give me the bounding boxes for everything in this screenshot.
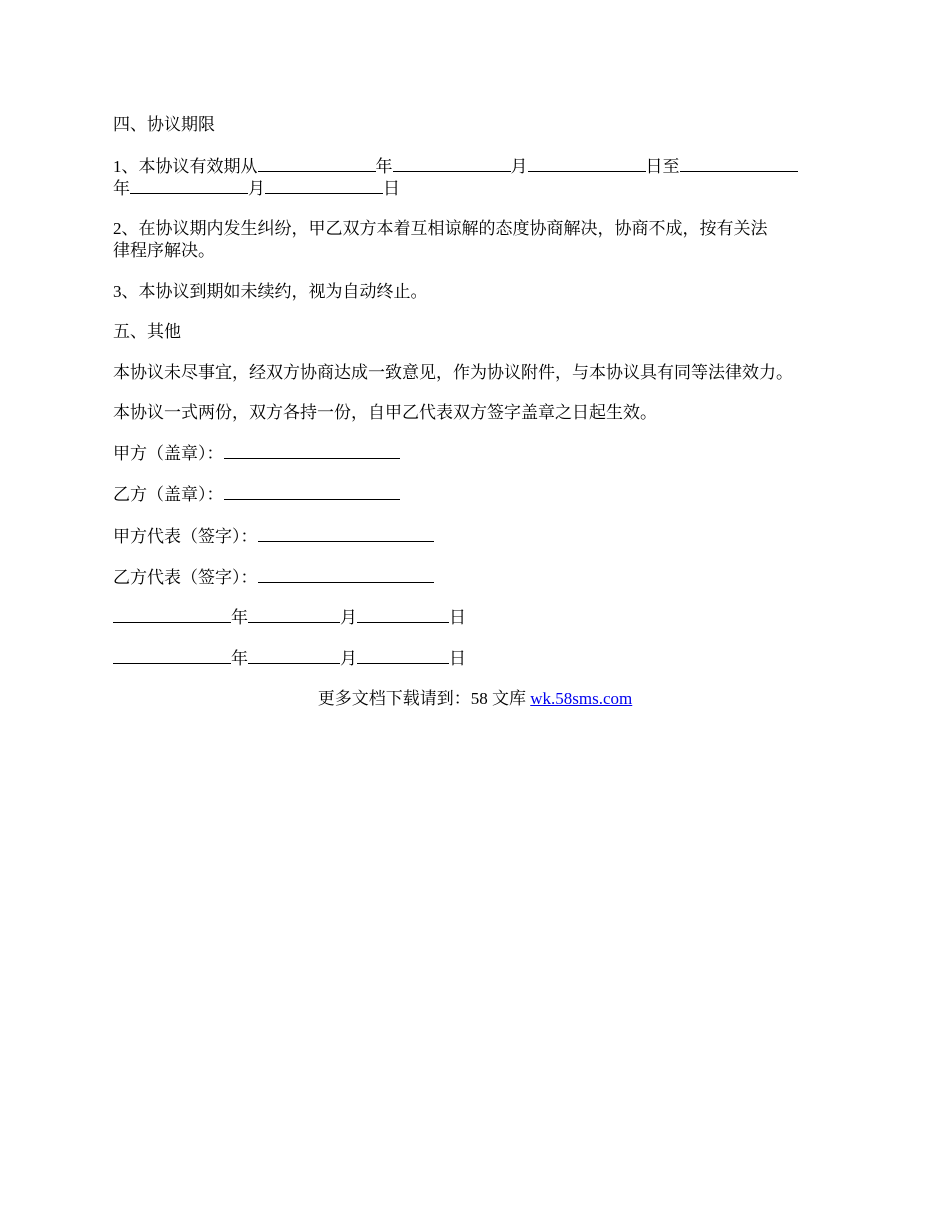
party-b-rep-blank[interactable] xyxy=(258,566,434,583)
start-year-blank[interactable] xyxy=(258,155,376,172)
end-month-blank[interactable] xyxy=(130,177,248,194)
end-year-blank[interactable] xyxy=(680,155,798,172)
unit-year-label: 年 xyxy=(113,179,130,198)
party-a-rep-label: 甲方代表（签字）： xyxy=(113,527,258,546)
term-item-1-prefix: 1、本协议有效期从 xyxy=(113,157,258,176)
footer xyxy=(0,688,950,710)
party-b-seal-blank[interactable] xyxy=(224,483,400,500)
unit-day-label: 日 xyxy=(383,179,400,198)
footer-link[interactable]: wk.58sms.com xyxy=(530,689,633,708)
unit-month-label: 月 xyxy=(248,179,265,198)
date-2-month-blank[interactable] xyxy=(248,647,340,664)
date-day-label: 日 xyxy=(449,649,466,668)
term-item-2-line1: 2、在协议期内发生纠纷，甲乙双方本着互相谅解的态度协商解决，协商不成，按有关法 xyxy=(113,219,768,238)
unit-month-label: 月 xyxy=(510,157,528,176)
date-row-2 xyxy=(113,647,466,670)
party-a-seal-row xyxy=(113,442,400,465)
term-item-1-line1 xyxy=(113,155,798,178)
other-paragraph-2: 本协议一式两份，双方各持一份，自甲乙代表双方签字盖章之日起生效。 xyxy=(113,403,657,422)
date-2-year-blank[interactable] xyxy=(113,647,231,664)
section-heading-term: 四、协议期限 xyxy=(113,115,215,134)
unit-day-to-label: 日至 xyxy=(645,157,680,176)
start-day-blank[interactable] xyxy=(528,155,646,172)
date-2-day-blank[interactable] xyxy=(357,647,449,664)
date-month-label: 月 xyxy=(340,608,357,627)
date-year-label: 年 xyxy=(231,649,248,668)
party-b-rep-row xyxy=(113,566,434,589)
start-month-blank[interactable] xyxy=(393,155,511,172)
party-b-seal-row xyxy=(113,483,400,506)
end-day-blank[interactable] xyxy=(265,177,383,194)
term-item-1-line2 xyxy=(113,177,400,200)
footer-text: 更多文档下载请到：58 文库 xyxy=(317,689,531,708)
date-row-1 xyxy=(113,606,466,629)
party-b-seal-label: 乙方（盖章）： xyxy=(113,485,224,504)
other-paragraph-1: 本协议未尽事宜，经双方协商达成一致意见，作为协议附件，与本协议具有同等法律效力。 xyxy=(113,363,793,382)
party-b-rep-label: 乙方代表（签字）： xyxy=(113,568,258,587)
term-item-2-line2: 律程序解决。 xyxy=(113,241,215,260)
date-1-year-blank[interactable] xyxy=(113,606,231,623)
date-month-label: 月 xyxy=(340,649,357,668)
term-item-3: 3、本协议到期如未续约，视为自动终止。 xyxy=(113,282,428,301)
party-a-rep-row xyxy=(113,525,434,548)
party-a-seal-blank[interactable] xyxy=(224,442,400,459)
unit-year-label: 年 xyxy=(375,157,393,176)
date-1-month-blank[interactable] xyxy=(248,606,340,623)
party-a-seal-label: 甲方（盖章）： xyxy=(113,444,224,463)
date-day-label: 日 xyxy=(449,608,466,627)
date-year-label: 年 xyxy=(231,608,248,627)
section-heading-other: 五、其他 xyxy=(113,322,181,341)
party-a-rep-blank[interactable] xyxy=(258,525,434,542)
date-1-day-blank[interactable] xyxy=(357,606,449,623)
